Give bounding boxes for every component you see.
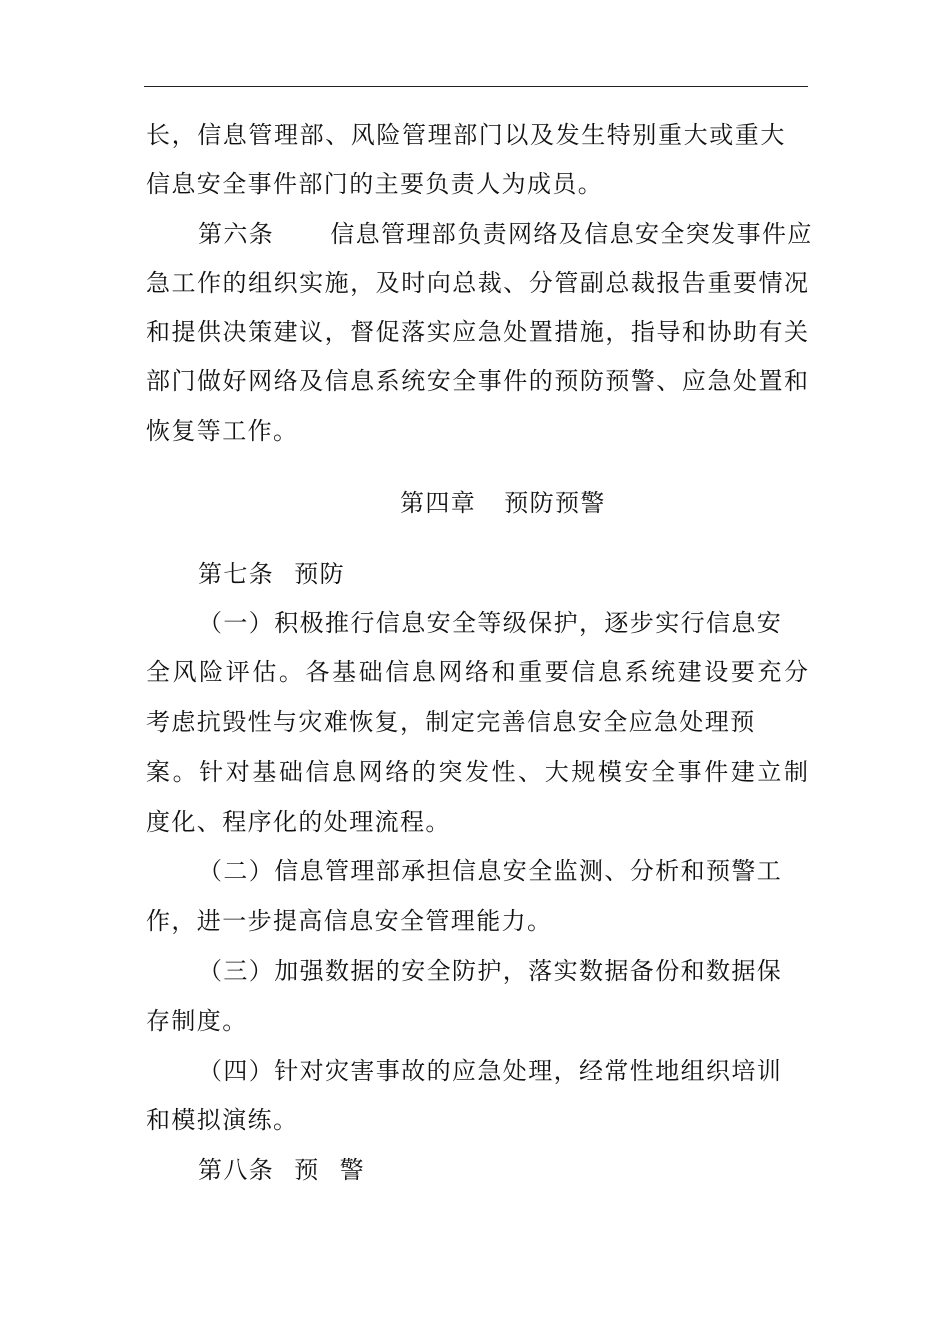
text-line: 部门做好网络及信息系统安全事件的预防预警、应急处置和 (146, 367, 808, 395)
text-line: 全风险评估。各基础信息网络和重要信息系统建设要充分 (146, 658, 808, 686)
article-8-title: 警 (339, 1156, 366, 1184)
text-line: 存制度。 (146, 1007, 248, 1035)
article-6-text: 信息管理部负责网络及信息安全突发事件应 (330, 220, 813, 248)
text-line: 长，信息管理部、风险管理部门以及发生特别重大或重大 (146, 121, 786, 149)
text-line: 考虑抗毁性与灾难恢复，制定完善信息安全应急处理预 (146, 708, 756, 736)
text-line: 急工作的组织实施，及时向总裁、分管副总裁报告重要情况 (146, 269, 808, 297)
article-6-line (198, 219, 813, 249)
article-8-label: 第八条 (198, 1156, 275, 1184)
header-rule (144, 86, 808, 87)
text-line: （三）加强数据的安全防护，落实数据备份和数据保 (198, 957, 783, 985)
text-line: 和模拟演练。 (146, 1106, 299, 1134)
article-8-title: 预 (294, 1156, 320, 1184)
article-7-heading (198, 559, 345, 589)
text-line: 作，进一步提高信息安全管理能力。 (146, 907, 553, 935)
text-line: 信息安全事件部门的主要负责人为成员。 (146, 170, 604, 198)
text-line: 度化、程序化的处理流程。 (146, 808, 451, 836)
text-line: （二）信息管理部承担信息安全监测、分析和预警工 (198, 857, 783, 885)
chapter-label: 第四章 (400, 489, 477, 517)
article-7-label: 第七条 (198, 560, 275, 588)
text-line: 案。针对基础信息网络的突发性、大规模安全事件建立制 (146, 758, 808, 786)
text-line: 恢复等工作。 (146, 417, 299, 445)
article-7-title: 预防 (294, 560, 346, 588)
chapter-heading (400, 488, 606, 518)
text-line: （一）积极推行信息安全等级保护，逐步实行信息安 (198, 609, 783, 637)
text-line: 和提供决策建议，督促落实应急处置措施，指导和协助有关 (146, 318, 808, 346)
article-8-heading (198, 1155, 365, 1185)
article-6-label: 第六条 (198, 220, 275, 248)
chapter-title: 预防预警 (504, 489, 606, 517)
text-line: （四）针对灾害事故的应急处理，经常性地组织培训 (198, 1057, 783, 1085)
